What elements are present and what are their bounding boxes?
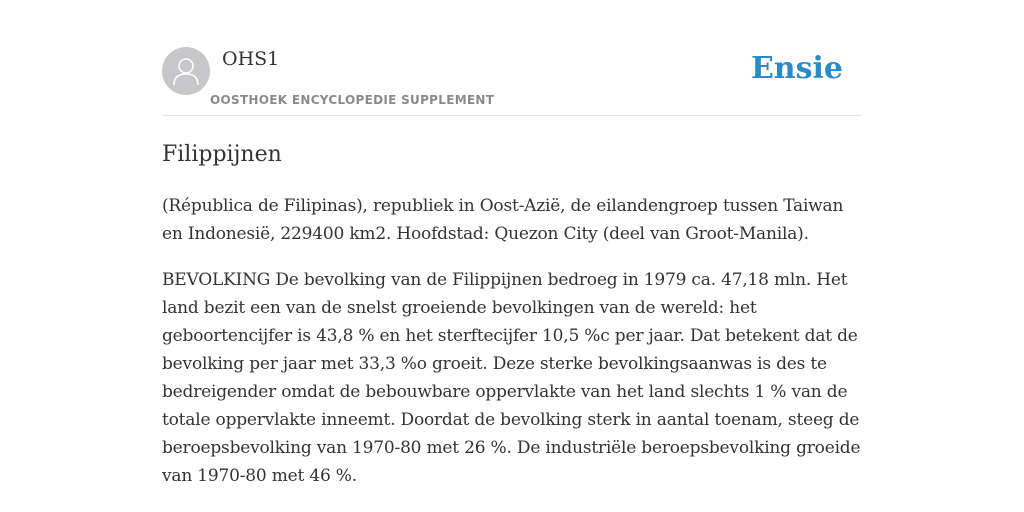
source-subtitle: OOSTHOEK ENCYCLOPEDIE SUPPLEMENT [210,93,495,107]
article-body [162,192,862,508]
source-avatar[interactable] [162,47,210,95]
article-title: Filippijnen [162,142,282,167]
source-name-link[interactable]: OHS1 [222,48,280,70]
article-paragraph: (Républica de Filipinas), republiek in Oost-Azië, de eilandengroep tussen Taiwan en Indonesië, 229400 km2. Hoofdstad: Quezon City (deel van Groot-Manila). [162,196,844,244]
article-paragraph: BEVOLKING De bevolking van de Filippijnen bedroeg in 1979 ca. 47,18 mln. Het land bezit een van de snelst groeiende bevolkingen van de wereld: het geboortencijfer is 43,8 % en het sterftecijfer 10,5 %c per jaar. Dat betekent dat de bevolking per jaar met 33,3 %o groeit. Deze sterke bevolkingsaanwas is des te bedreigender omdat de bebouwbare oppervlakte van het land slechts 1 % van de totale oppervlakte inneemt. Doordat de bevolking sterk in aantal toenam, steeg de beroepsbevolking van 1970-80 met 26 %. De industriële beroepsbevolking groeide van 1970-80 met 46 %. [162,270,861,486]
user-icon [162,47,210,95]
page-header [162,47,862,116]
site-logo[interactable]: Ensie [750,51,843,86]
